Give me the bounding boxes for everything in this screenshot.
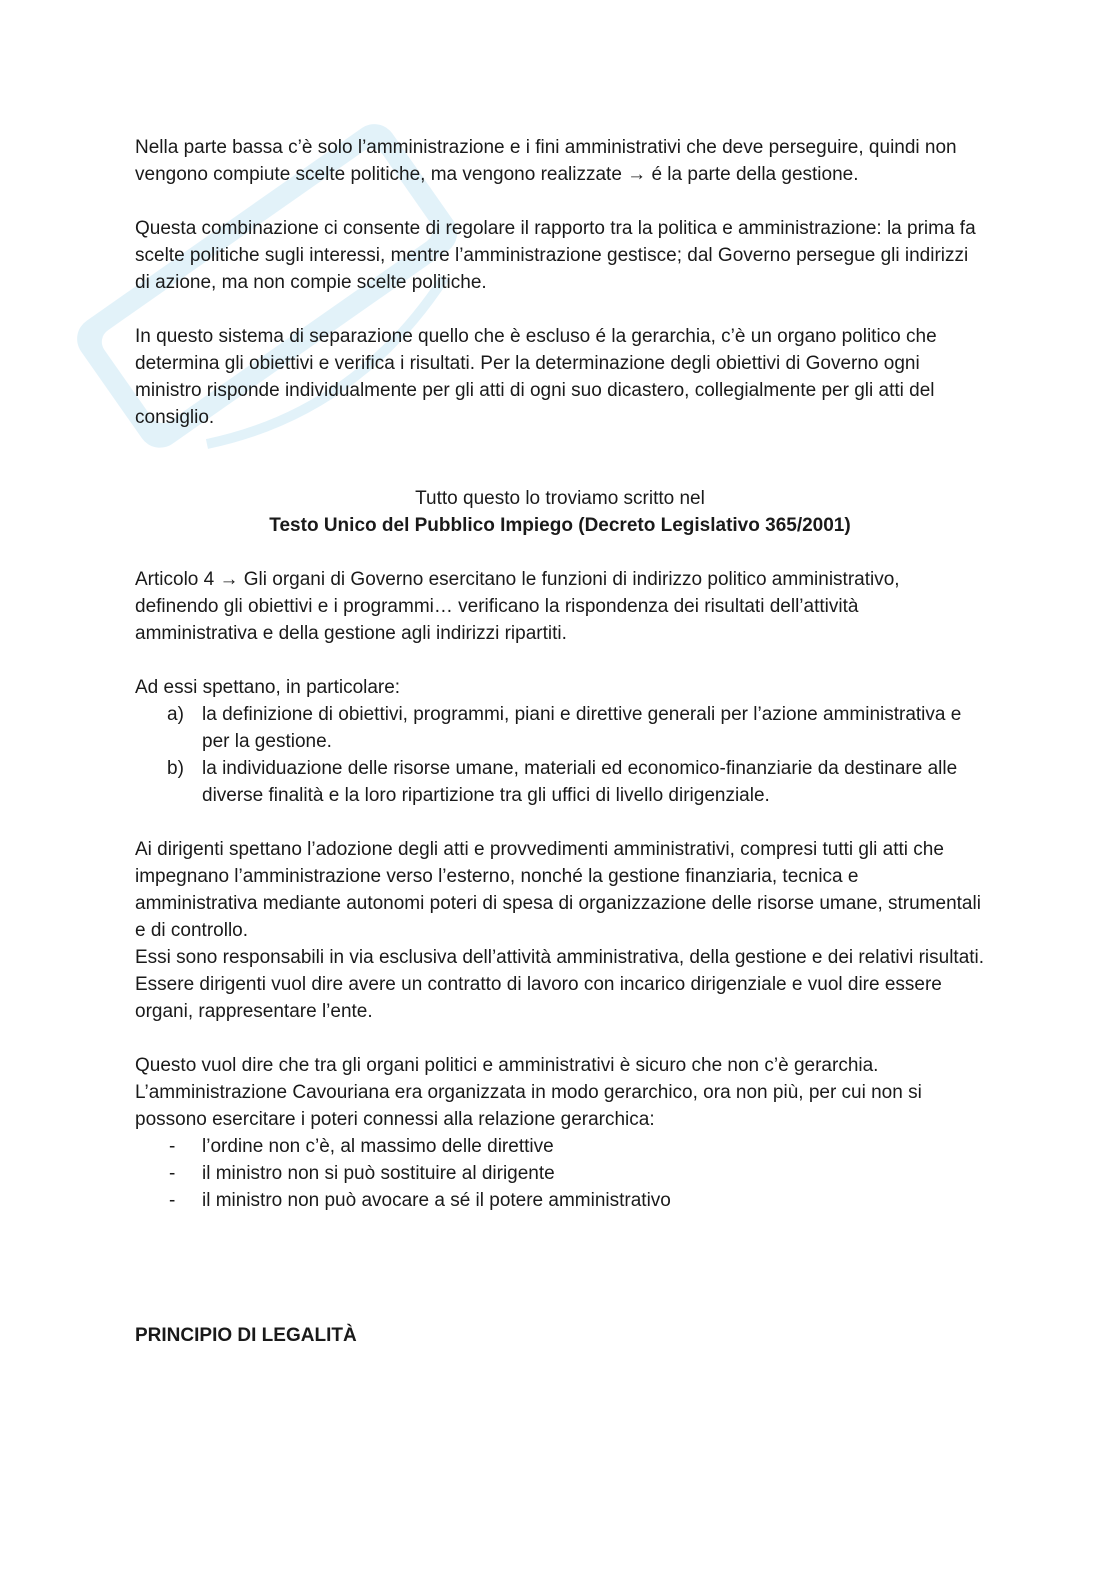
list-item: [135, 1187, 985, 1214]
list-item: [135, 755, 985, 809]
list-item-text: il ministro non si può sostituire al dirigente: [202, 1163, 555, 1184]
heading-testo-unico: Testo Unico del Pubblico Impiego (Decreto Legislativo 365/2001): [269, 515, 851, 536]
list-marker: -: [169, 1190, 176, 1211]
list-item: [135, 1160, 985, 1187]
document-body: [135, 134, 985, 1349]
paragraph-dirigenti: Ai dirigenti spettano l’adozione degli atti e provvedimenti amministrativi, compresi tutti gli atti che impegnano l’amministrazione verso l’esterno, nonché la gestione finanziaria, tecnica e amministrativa mediante autonomi poteri di spesa di organizzazione delle risorse umane, strumentali e di controllo.: [135, 839, 981, 941]
heading-intro: Tutto questo lo troviamo scritto nel: [415, 488, 705, 509]
paragraph-separazione: In questo sistema di separazione quello che è escluso é la gerarchia, c’è un organo politico che determina gli obiettivi e verifica i risultati. Per la determinazione degli obiettivi di Governo ogni ministro risponde individualmente per gli atti di ogni suo dicastero, collegialmente per gli atti del consiglio.: [135, 326, 937, 428]
list-item: [135, 1133, 985, 1160]
paragraph-articolo-4: Articolo 4 → Gli organi di Governo esercitano le funzioni di indirizzo politico amministrativo, definendo gli obiettivi e i programmi… verificano la rispondenza dei risultati dell’attività amministrativa e della gestione agli indirizzi ripartiti.: [135, 569, 900, 644]
section-title: PRINCIPIO DI LEGALITÀ: [135, 1325, 357, 1346]
paragraph-responsabili: Essi sono responsabili in via esclusiva dell’attività amministrativa, della gestione e dei relativi risultati.: [135, 947, 985, 968]
list-marker: b): [167, 758, 184, 779]
list-item-text: la individuazione delle risorse umane, materiali ed economico-finanziarie da destinare alle diverse finalità e la loro ripartizione tra gli uffici di livello dirigenziale.: [202, 758, 958, 806]
paragraph-rapporto-politica: Questa combinazione ci consente di regolare il rapporto tra la politica e amministrazione: la prima fa scelte politiche sugli interessi, mentre l’amministrazione gestisce; dal Governo persegue gli indirizzi di azione, ma non compie scelte politiche.: [135, 218, 976, 293]
dash-list: [135, 1133, 985, 1214]
list-item: [135, 701, 985, 755]
list-marker: a): [167, 704, 184, 725]
paragraph-gestione: Nella parte bassa c’è solo l’amministrazione e i fini amministrativi che deve perseguire, quindi non vengono compiute scelte politiche, ma vengono realizzate → é la parte della gestione.: [135, 137, 957, 185]
paragraph-cavouriana: L’amministrazione Cavouriana era organizzata in modo gerarchico, ora non più, per cui non si possono esercitare i poteri connessi alla relazione gerarchica:: [135, 1082, 922, 1130]
list-item-text: l’ordine non c’è, al massimo delle direttive: [202, 1136, 554, 1157]
list-item-text: la definizione di obiettivi, programmi, piani e direttive generali per l’azione amministrativa e per la gestione.: [202, 704, 962, 752]
paragraph-spettano-intro: Ad essi spettano, in particolare:: [135, 677, 401, 698]
list-item-text: il ministro non può avocare a sé il potere amministrativo: [202, 1190, 671, 1211]
list-marker: -: [169, 1163, 176, 1184]
paragraph-essere-dirigenti: Essere dirigenti vuol dire avere un contratto di lavoro con incarico dirigenziale e vuol dire essere organi, rappresentare l’ente.: [135, 974, 942, 1022]
paragraph-non-gerarchia: Questo vuol dire che tra gli organi politici e amministrativi è sicuro che non c’è gerarchia.: [135, 1055, 879, 1076]
lettered-list: [135, 701, 985, 809]
list-marker: -: [169, 1136, 176, 1157]
